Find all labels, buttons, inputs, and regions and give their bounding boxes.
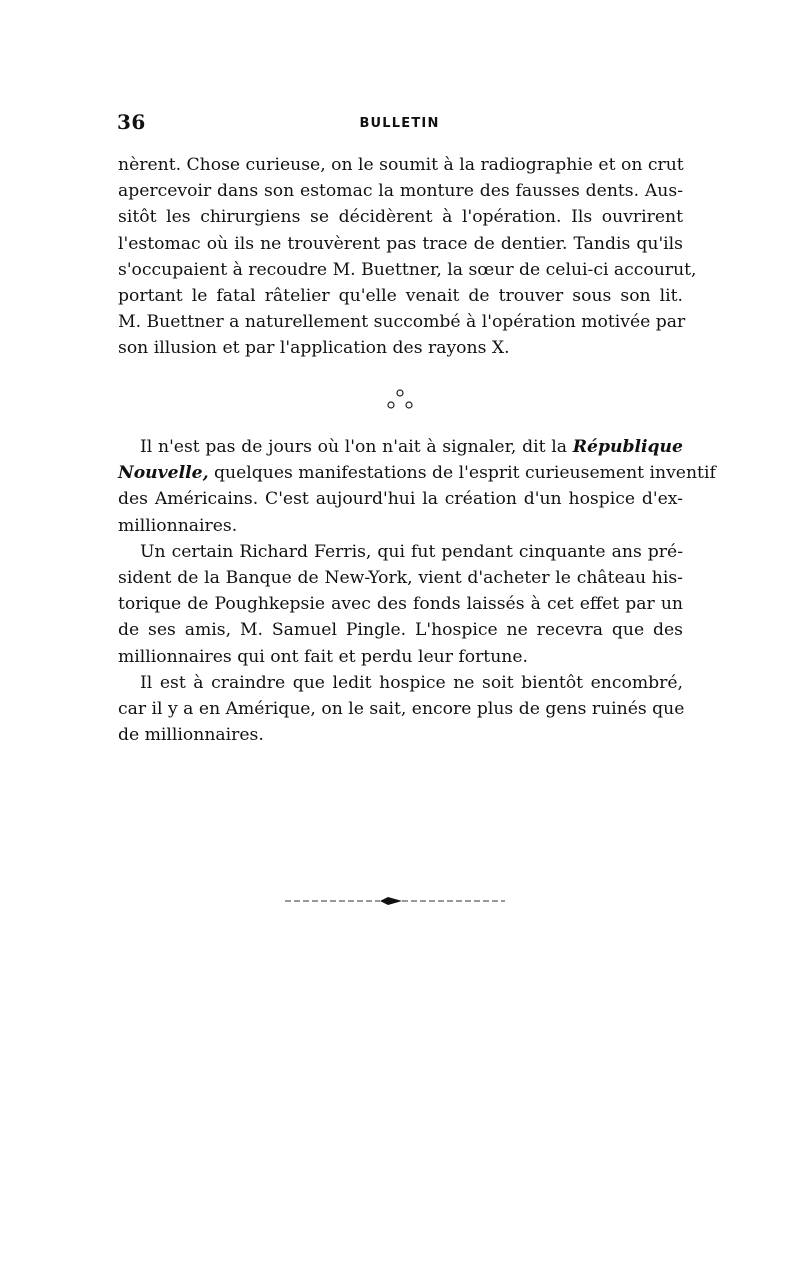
article-body: [118, 434, 716, 748]
page-header: [117, 110, 682, 140]
publication-title: République: [572, 437, 683, 457]
text-line: sident de la Banque de New-York, vient d'acheter le château his-: [118, 567, 683, 588]
running-head: BULLETIN: [359, 116, 440, 131]
text-line: sitôt les chirurgiens se décidèrent à l'opération. Ils ouvrirent: [118, 207, 683, 228]
text-line: [118, 434, 683, 460]
text-line: nèrent. Chose curieuse, on le soumit à la radiographie et on crut: [118, 155, 684, 175]
text-line: portant le fatal râtelier qu'elle venait de trouver sous son lit.: [118, 285, 683, 306]
text-line: torique de Poughkepsie avec des fonds laissés à cet effet par un: [118, 594, 683, 615]
page-number: 36: [117, 110, 146, 134]
text-line: apercevoir dans son estomac la monture des fausses dents. Aus-: [118, 181, 683, 202]
asterism-ornament: [380, 386, 420, 416]
text-line: millionnaires.: [118, 515, 238, 536]
text-line: l'estomac où ils ne trouvèrent pas trace de dentier. Tandis qu'ils: [118, 233, 683, 254]
text-line: s'occupaient à recoudre M. Buettner, la sœur de celui-ci accourut,: [118, 259, 697, 280]
text-line: Un certain Richard Ferris, qui fut pendant cinquante ans pré-: [140, 541, 683, 562]
text-line: M. Buettner a naturellement succombé à l'opération motivée par: [118, 312, 686, 333]
text-line: [118, 460, 716, 486]
text-span: Il n'est pas de jours où l'on n'ait à signaler, dit la: [140, 437, 573, 457]
asterism-icon: [380, 386, 420, 416]
text-line: des Américains. C'est aujourd'hui la création d'un hospice d'ex-: [118, 489, 683, 510]
text-line: de millionnaires.: [118, 725, 264, 746]
paragraph-continuation: [118, 152, 697, 362]
text-line: millionnaires qui ont fait et perdu leur fortune.: [118, 646, 528, 667]
publication-title: Nouvelle,: [118, 463, 209, 484]
text-line: de ses amis, M. Samuel Pingle. L'hospice ne recevra que des: [118, 620, 683, 641]
text-line: Il est à craindre que ledit hospice ne soit bientôt encombré,: [140, 672, 683, 693]
tailpiece-ornament: [280, 890, 510, 910]
text-line: son illusion et par l'application des rayons X.: [118, 338, 510, 359]
text-line: car il y a en Amérique, on le sait, encore plus de gens ruinés que: [118, 698, 685, 719]
tailpiece-rule-icon: [280, 890, 510, 910]
text-span: quelques manifestations de l'esprit curieusement inventif: [208, 463, 716, 484]
